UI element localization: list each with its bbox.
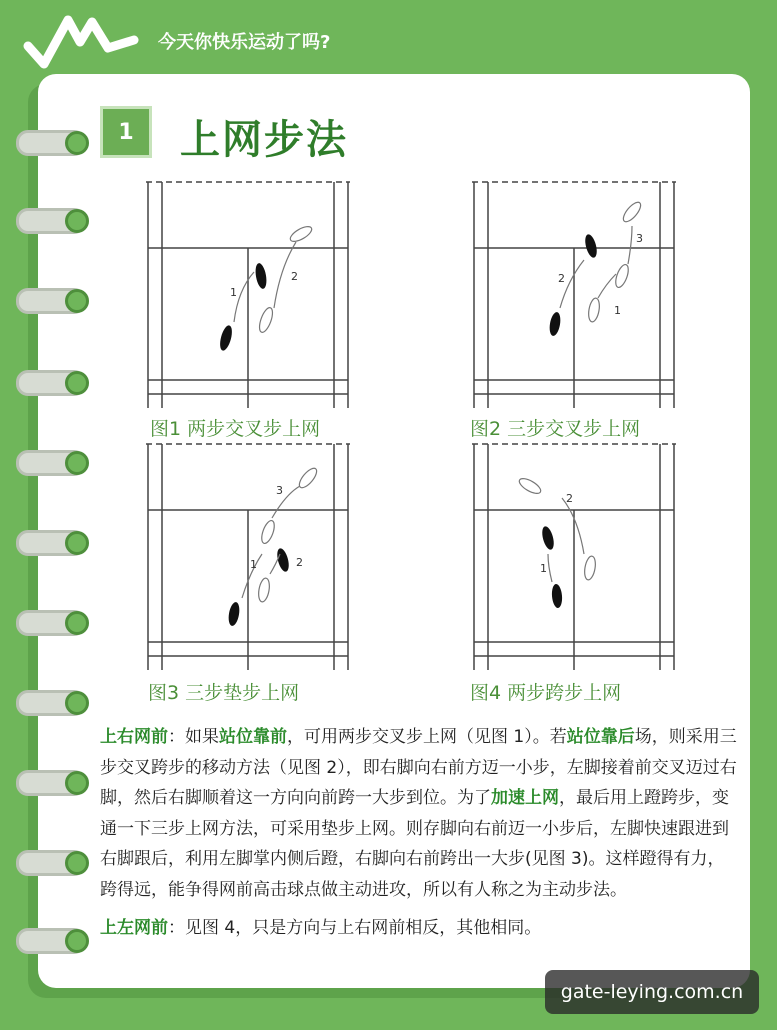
step-label-2: 2 bbox=[296, 556, 303, 569]
article-body bbox=[100, 722, 740, 944]
figure-caption-2: 图2 三步交叉步上网 bbox=[470, 418, 641, 440]
watermark: gate-leying.com.cn bbox=[545, 970, 759, 1014]
binder-ring-icon bbox=[16, 130, 86, 156]
highlight-term: 加速上网 bbox=[491, 788, 559, 808]
binder-ring-icon bbox=[16, 208, 86, 234]
binder-ring-icon bbox=[16, 530, 86, 556]
figure-caption-1: 图1 两步交叉步上网 bbox=[150, 418, 321, 440]
binder-ring-icon bbox=[16, 690, 86, 716]
step-label-3: 3 bbox=[636, 232, 643, 245]
step-label-1: 1 bbox=[540, 562, 547, 575]
court-diagram-3 bbox=[146, 442, 350, 670]
step-label-1: 1 bbox=[250, 558, 257, 571]
paragraph-left-net bbox=[100, 913, 740, 944]
figure-caption-4: 图4 两步跨步上网 bbox=[470, 682, 622, 704]
step-label-2: 2 bbox=[291, 270, 298, 283]
section-title: 上网步法 bbox=[180, 117, 348, 163]
binder-ring-icon bbox=[16, 288, 86, 314]
step-label-2: 2 bbox=[558, 272, 565, 285]
highlight-term: 站位靠前 bbox=[219, 727, 287, 747]
step-label-3: 3 bbox=[276, 484, 283, 497]
binder-ring-icon bbox=[16, 450, 86, 476]
paragraph-right-net bbox=[100, 722, 740, 905]
binder-ring-icon bbox=[16, 370, 86, 396]
binder-ring-icon bbox=[16, 850, 86, 876]
court-diagram-4 bbox=[472, 442, 676, 670]
paragraph-text: ：如果 bbox=[168, 727, 219, 747]
court-diagram-1 bbox=[146, 180, 350, 408]
paragraph-text: ：见图 4，只是方向与上右网前相反，其他相同。 bbox=[168, 918, 542, 938]
highlight-term: 站位靠后 bbox=[566, 727, 635, 747]
step-label-2: 2 bbox=[566, 492, 573, 505]
binder-ring-icon bbox=[16, 770, 86, 796]
paragraph-text: ，可用两步交叉步上网（见图 1）。若 bbox=[287, 727, 567, 747]
figure-caption-3: 图3 三步垫步上网 bbox=[148, 682, 300, 704]
highlight-term: 上右网前 bbox=[100, 727, 168, 747]
highlight-term: 上左网前 bbox=[100, 918, 168, 938]
header-tagline: 今天你快乐运动了吗? bbox=[158, 32, 331, 53]
binder-ring-icon bbox=[16, 610, 86, 636]
paragraph-text: ，最后用上蹬跨步，变通一下三步上网方法，可采用垫步上网。则存脚向右前迈一小步后，左脚快速跟进到右脚跟后，利用左脚掌内侧后蹬，右脚向右前跨出一大步(见图 3)。这样蹬得有力，跨得远，能争得网前高击球点做主动进攻，所以有人称之为主动步法。 bbox=[100, 788, 729, 900]
step-label-1: 1 bbox=[230, 286, 237, 299]
court-diagram-2 bbox=[472, 180, 676, 408]
section-number: 1 bbox=[100, 106, 152, 158]
paragraph-text: 场，则采用三步交叉跨步的移动方法（见图 2），即右脚向右前方迈一小步，左脚接着前交叉迈过右脚，然后右脚顺着这一方向向前跨一大步到位。为了 bbox=[100, 727, 737, 808]
brand-logo-icon bbox=[22, 12, 142, 72]
step-label-1: 1 bbox=[614, 304, 621, 317]
binder-ring-icon bbox=[16, 928, 86, 954]
